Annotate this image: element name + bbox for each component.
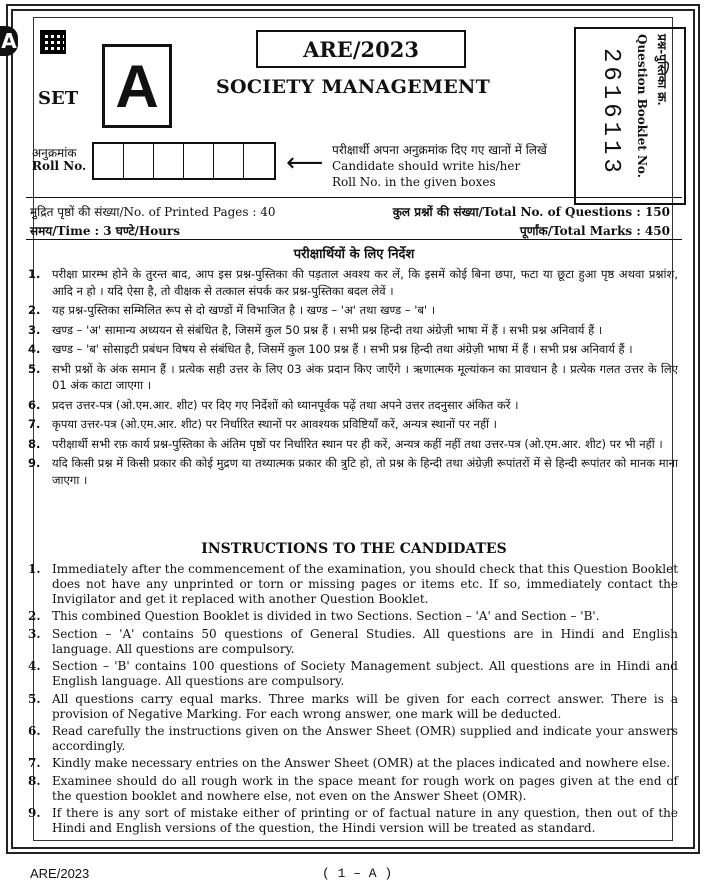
instruction-text: प्रदत्त उत्तर-पत्र (ओ.एम.आर. शीट) पर दिए गए निर्देशों को ध्यानपूर्वक पढ़ें तथा अपने उत्तर तदनुसार अंकित करें । <box>52 397 519 412</box>
hindi-instructions <box>28 266 678 491</box>
booklet-label-hi: प्रश्न-पुस्तिका क्र. <box>655 34 669 106</box>
instruction-number: 4. <box>28 342 41 356</box>
footer-code: ARE/2023 <box>30 866 90 881</box>
instruction-item <box>28 341 678 358</box>
instruction-text: यदि किसी प्रश्न में किसी प्रकार की कोई मुद्रण या तथ्यात्मक प्रकार की त्रुटि हो, तो प्रश्न के हिन्दी तथा अंग्रेज़ी रूपांतरों में से हिन्दी रूपांतर को मानक माना जाएगा । <box>52 456 678 487</box>
instruction-number: 7. <box>28 417 41 431</box>
english-heading: INSTRUCTIONS TO THE CANDIDATES <box>201 541 507 557</box>
roll-digit-box[interactable] <box>184 144 214 178</box>
instruction-number: 2. <box>28 609 41 624</box>
instruction-item <box>28 361 678 394</box>
instruction-text: Examinee should do all rough work in the space meant for rough work on pages given at the end of the question booklet and nowhere else, not even on the Answer Sheet (OMR). <box>52 773 678 803</box>
roll-digit-box[interactable] <box>244 144 274 178</box>
instruction-text: Section – 'B' contains 100 questions of Society Management subject. All questions are in Hindi and English language. All questions are compulsory. <box>52 659 678 689</box>
printed-pages: मुद्रित पृष्ठों की संख्या/No. of Printed Pages : 40 <box>30 205 276 219</box>
instruction-text: कृपया उत्तर-पत्र (ओ.एम.आर. शीट) पर निर्धारित स्थानों पर आवश्यक प्रविष्टियाँ करें, अन्यत्र स्थानों पर नहीं । <box>52 417 498 431</box>
exam-title: ARE/2023 <box>256 30 466 68</box>
instruction-number: 1. <box>28 267 41 281</box>
instruction-number: 5. <box>28 691 41 706</box>
instruction-number: 1. <box>28 562 41 576</box>
instruction-item <box>28 756 678 771</box>
instruction-item <box>28 455 678 488</box>
instruction-item <box>28 416 678 433</box>
instruction-item <box>28 609 678 624</box>
instruction-number: 3. <box>28 626 41 641</box>
instruction-item <box>28 397 678 414</box>
instruction-item <box>28 266 678 299</box>
booklet-label <box>628 34 672 194</box>
roll-note-en-2: Roll No. in the given boxes <box>332 175 496 189</box>
instruction-item <box>28 724 678 754</box>
instruction-item <box>28 806 678 836</box>
instruction-text: यह प्रश्न-पुस्तिका सम्मिलित रूप से दो खण्डों में विभाजित है । खण्ड – 'अ' तथा खण्ड – 'ब' । <box>52 303 436 317</box>
instruction-item <box>28 692 678 722</box>
divider <box>26 239 682 240</box>
roll-note <box>332 142 572 190</box>
set-value-box: A <box>102 44 172 128</box>
instruction-item <box>28 302 678 319</box>
instruction-number: 2. <box>28 303 41 317</box>
instruction-text: खण्ड – 'ब' सोसाइटी प्रबंधन विषय से संबंधित है, जिसमें कुल 100 प्रश्न हैं । सभी प्रश्न हिन्दी तथा अंग्रेज़ी भाषा में हैं । सभी प्रश्न अनिवार्य हैं । <box>52 342 633 356</box>
instruction-number: 5. <box>28 361 41 376</box>
instruction-text: Read carefully the instructions given on the Answer Sheet (OMR) supplied and indicate your answers accordingly. <box>52 723 678 753</box>
total-questions: कुल प्रश्नों की संख्या/Total No. of Questions : 150 <box>392 205 670 219</box>
roll-digit-box[interactable] <box>154 144 184 178</box>
instruction-number: 9. <box>28 456 41 470</box>
corner-set-tab: A <box>0 26 18 56</box>
instruction-item <box>28 774 678 804</box>
instruction-text: खण्ड – 'अ' सामान्य अध्ययन से संबंधित है, जिसमें कुल 50 प्रश्न हैं । सभी प्रश्न हिन्दी तथा अंग्रेज़ी भाषा में हैं । सभी प्रश्न अनिवार्य हैं । <box>52 322 603 337</box>
instruction-number: 7. <box>28 756 41 771</box>
instruction-text: Section – 'A' contains 50 questions of General Studies. All questions are in Hindi and English language. All questions are compulsory. <box>52 626 678 656</box>
instruction-number: 8. <box>28 773 41 788</box>
roll-label-en: Roll No. <box>32 159 87 173</box>
roll-note-hi: परीक्षार्थी अपना अनुक्रमांक दिए गए खानों में लिखें <box>332 143 547 157</box>
roll-digit-box[interactable] <box>214 144 244 178</box>
instruction-text: All questions carry equal marks. Three marks will be given for each correct answer. There is a provision of Negative Marking. For each wrong answer, one mark will be deducted. <box>52 691 678 721</box>
instruction-text: परीक्षा प्रारम्भ होने के तुरन्त बाद, आप इस प्रश्न-पुस्तिका की पड़ताल अवश्य कर लें, कि इसमें कोई बिना छपा, फटा या छूटा हुआ पृष्ठ अथवा प्रश्नांश, आदि न हो । यदि ऐसा है, तो वीक्षक से तत्काल संपर्क कर प्रश्न-पुस्तिका बदल लेवें । <box>52 267 678 298</box>
roll-number-boxes[interactable] <box>92 142 276 180</box>
time-allowed: समय/Time : 3 घण्टे/Hours <box>30 224 180 238</box>
instruction-item <box>28 562 678 607</box>
instruction-text: Immediately after the commencement of the examination, you should check that this Question Booklet does not have any unprinted or torn or missing pages or items etc. If so, immediately contact the Invigilator and get it replaced with another Question Booklet. <box>52 562 679 606</box>
left-arrow-icon: ⟵ <box>286 148 324 178</box>
page-number: ( 1 – A ) <box>322 866 393 881</box>
booklet-label-en: Question Booklet No. <box>635 34 649 178</box>
qr-code-icon <box>40 30 66 54</box>
instruction-item <box>28 627 678 657</box>
instruction-text: Kindly make necessary entries on the Answer Sheet (OMR) at the places indicated and nowhere else. <box>52 756 671 771</box>
instruction-item <box>28 659 678 689</box>
instruction-item <box>28 436 678 453</box>
roll-note-en-1: Candidate should write his/her <box>332 159 521 173</box>
booklet-number: 2616113 <box>597 48 624 177</box>
roll-digit-box[interactable] <box>94 144 124 178</box>
instruction-number: 6. <box>28 723 41 738</box>
instruction-number: 3. <box>28 322 41 337</box>
roll-label-hi: अनुक्रमांक <box>32 146 77 160</box>
divider <box>26 197 682 198</box>
instruction-number: 6. <box>28 397 41 412</box>
roll-digit-box[interactable] <box>124 144 154 178</box>
instruction-text: परीक्षार्थी सभी रफ़ कार्य प्रश्न-पुस्तिका के अंतिम पृष्ठों पर निर्धारित स्थान पर ही करें, अन्यत्र कहीं नहीं तथा उत्तर-पत्र (ओ.एम.आर. शीट) पर भी नहीं । <box>52 436 663 451</box>
instruction-text: सभी प्रश्नों के अंक समान हैं । प्रत्येक सही उत्तर के लिए 03 अंक प्रदान किए जाएँगे । ऋणात्मक मूल्यांकन का प्रावधान है । प्रत्येक गलत उत्तर के लिए 01 अंक काटा जाएगा । <box>52 361 678 392</box>
instruction-number: 4. <box>28 659 41 674</box>
instruction-number: 9. <box>28 806 41 821</box>
instruction-text: If there is any sort of mistake either of printing or of factual nature in any question, then out of the Hindi and English versions of the question, the Hindi version will be treated as standard. <box>52 806 678 836</box>
instruction-text: This combined Question Booklet is divided in two Sections. Section – 'A' and Section – 'B'. <box>52 609 600 624</box>
instruction-number: 8. <box>28 436 41 451</box>
instruction-item <box>28 322 678 339</box>
set-label: SET <box>38 88 79 109</box>
total-marks: पूर्णांक/Total Marks : 450 <box>519 224 670 238</box>
english-instructions <box>28 562 678 839</box>
subject-title: SOCIETY MANAGEMENT <box>216 76 491 98</box>
hindi-heading: परीक्षार्थियों के लिए निर्देश <box>293 247 415 262</box>
